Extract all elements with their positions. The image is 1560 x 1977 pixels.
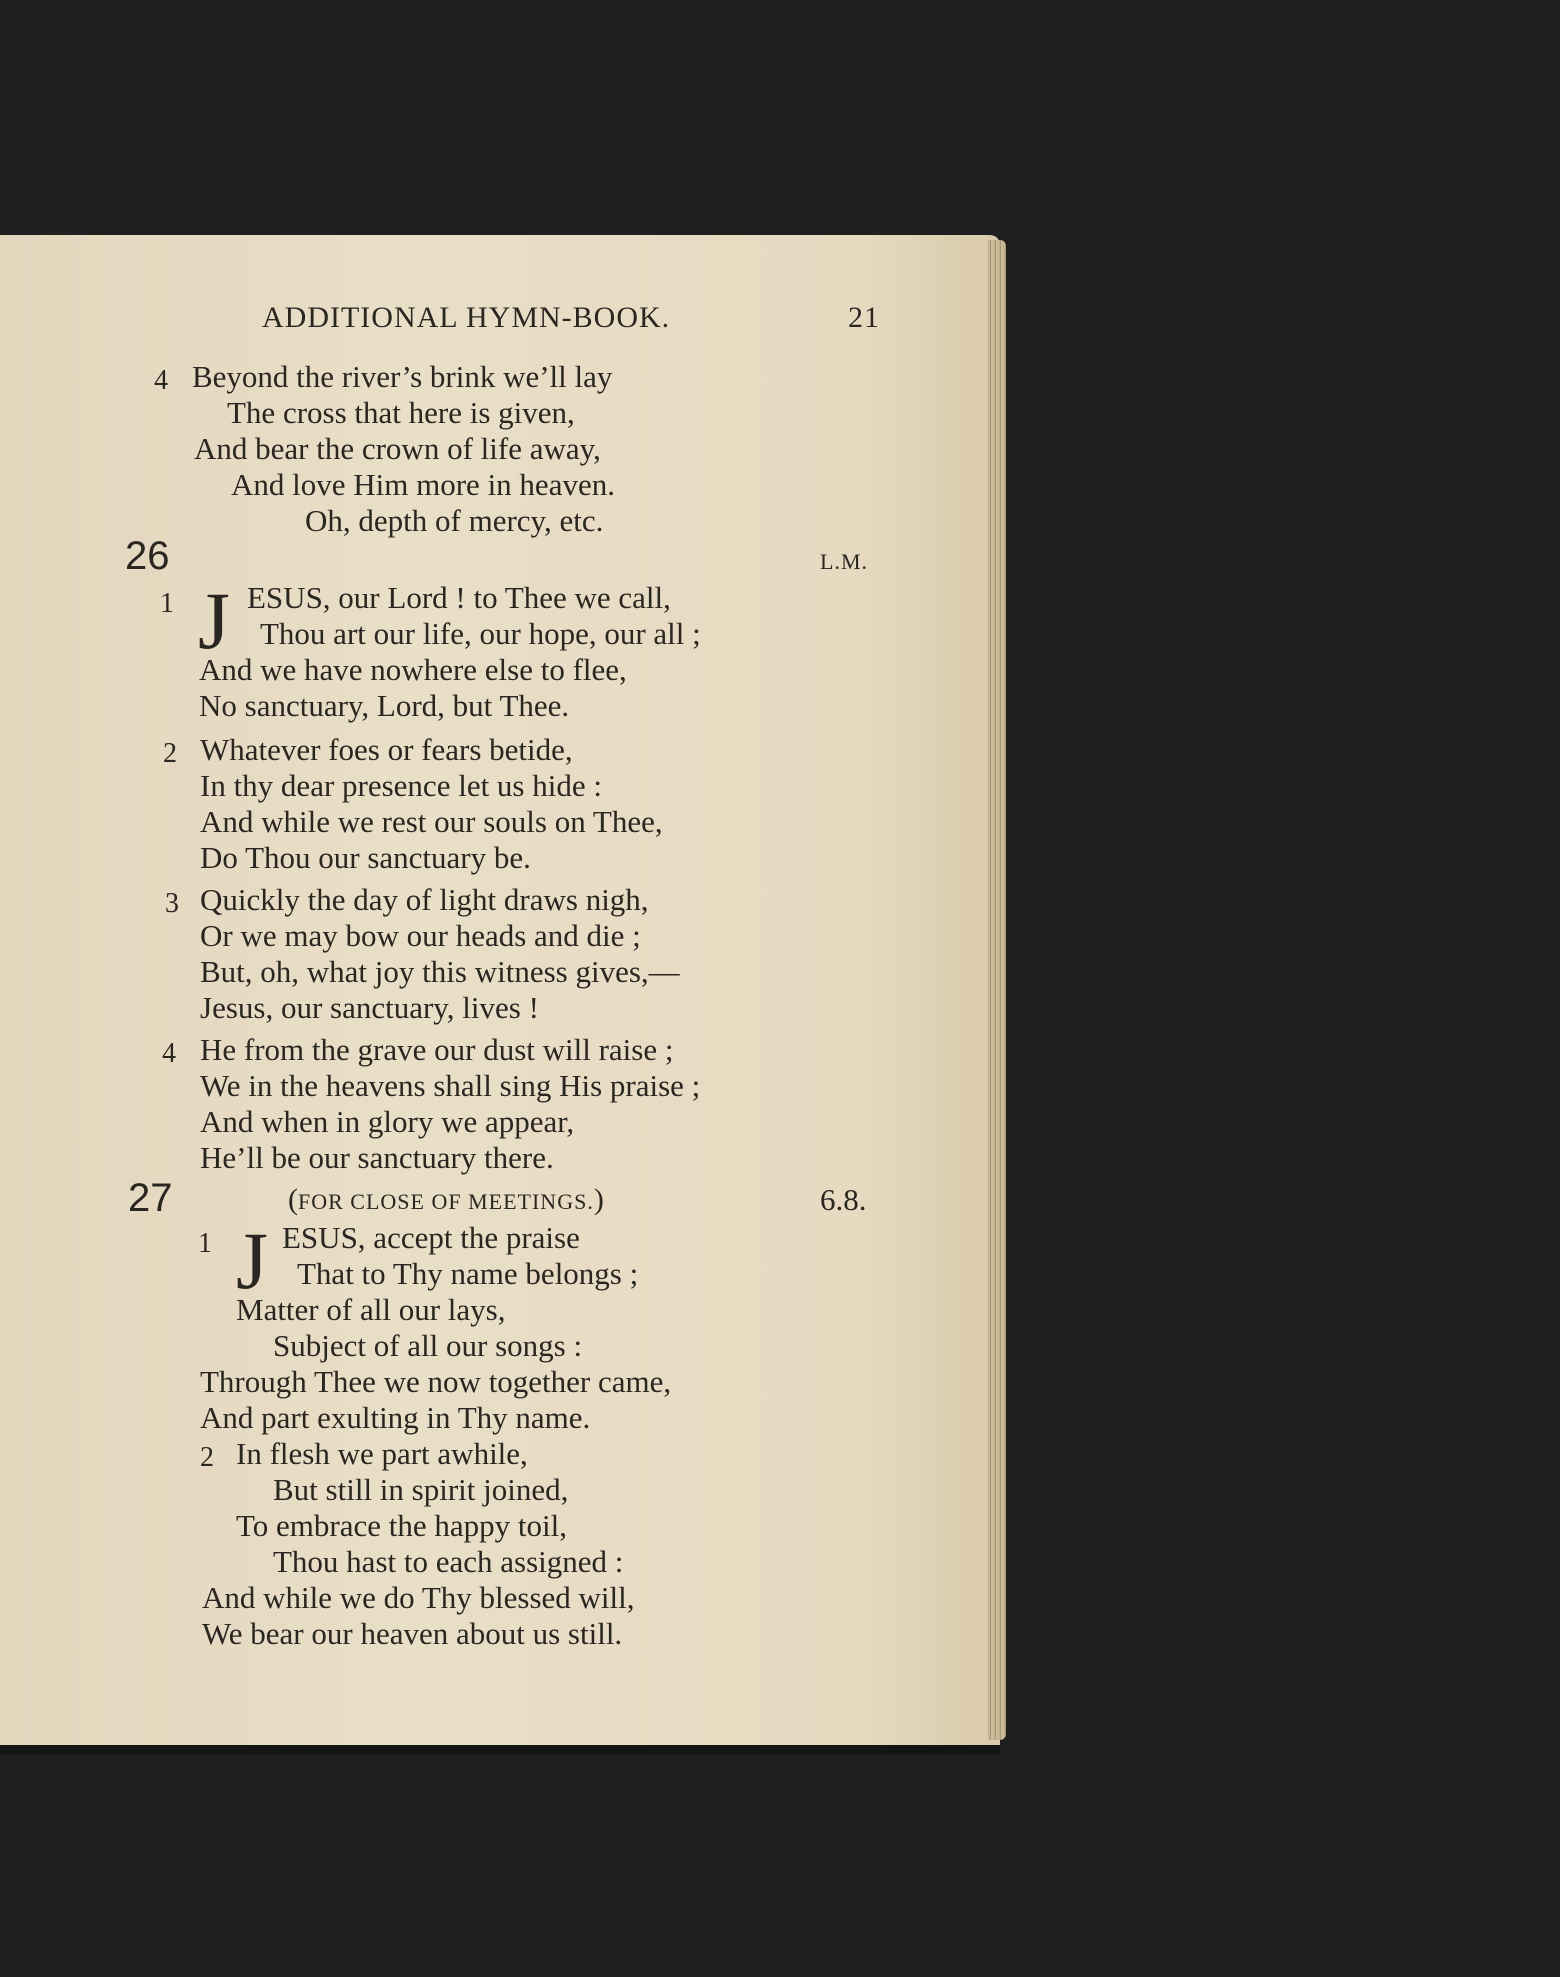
verse-number: 1 xyxy=(160,588,174,619)
verse-line: And when in glory we appear, xyxy=(200,1104,575,1139)
verse-line: In flesh we part awhile, xyxy=(236,1436,528,1471)
verse-number: 2 xyxy=(163,738,177,769)
verse-line: No sanctuary, Lord, but Thee. xyxy=(199,688,570,723)
verse-number: 2 xyxy=(200,1442,214,1473)
verse-line: The cross that here is given, xyxy=(227,395,575,430)
subtitle-small: OR CLOSE OF MEETINGS. xyxy=(311,1189,594,1214)
verse-line: Beyond the river’s brink we’ll lay xyxy=(192,359,613,394)
subtitle-big: F xyxy=(298,1189,312,1214)
running-header: ADDITIONAL HYMN-BOOK. xyxy=(262,301,671,334)
verse-line: And bear the crown of life away, xyxy=(194,431,601,466)
verse-number: 3 xyxy=(165,888,179,919)
verse-line: Thou hast to each assigned : xyxy=(273,1544,624,1579)
hymn-number: 27 xyxy=(128,1176,173,1220)
verse-line: Jesus, our sanctuary, lives ! xyxy=(200,990,539,1025)
verse-line: Matter of all our lays, xyxy=(236,1292,506,1327)
verse-line: We in the heavens shall sing His praise ; xyxy=(200,1068,701,1103)
page-edge xyxy=(988,240,1006,1740)
verse-line: But, oh, what joy this witness gives,— xyxy=(200,954,680,989)
refrain-line: Oh, depth of mercy, etc. xyxy=(305,503,604,538)
verse-line: He’ll be our sanctuary there. xyxy=(200,1140,554,1175)
subtitle-open: ( xyxy=(288,1183,298,1216)
verse-line: And love Him more in heaven. xyxy=(231,467,615,502)
hymn-subtitle xyxy=(288,1182,604,1220)
drop-cap: J xyxy=(236,1215,268,1306)
verse-line: Or we may bow our heads and die ; xyxy=(200,918,641,953)
verse-line: In thy dear presence let us hide : xyxy=(200,768,602,803)
verse-line: He from the grave our dust will raise ; xyxy=(200,1032,674,1067)
verse-line: That to Thy name belongs ; xyxy=(297,1256,639,1291)
verse-line: ESUS, our Lord ! to Thee we call, xyxy=(247,580,671,615)
verse-line: Quickly the day of light draws nigh, xyxy=(200,882,649,917)
hymn-number: 26 xyxy=(125,534,170,578)
verse-number: 4 xyxy=(162,1038,176,1069)
page-shadow xyxy=(0,1745,1000,1755)
verse-line: And part exulting in Thy name. xyxy=(200,1400,591,1435)
verse-line: ESUS, accept the praise xyxy=(282,1220,580,1255)
verse-line: Subject of all our songs : xyxy=(273,1328,583,1363)
verse-line: Whatever foes or fears betide, xyxy=(200,732,573,767)
verse-line: And while we rest our souls on Thee, xyxy=(200,804,663,839)
verse-line: To embrace the happy toil, xyxy=(236,1508,567,1543)
hymn-meter: L.M. xyxy=(820,549,868,574)
verse-line: Do Thou our sanctuary be. xyxy=(200,840,531,875)
subtitle-close: ) xyxy=(593,1183,604,1216)
verse-line: Through Thee we now together came, xyxy=(200,1364,672,1399)
verse-line: Thou art our life, our hope, our all ; xyxy=(260,616,701,651)
verse-line: We bear our heaven about us still. xyxy=(202,1616,623,1651)
verse-line: But still in spirit joined, xyxy=(273,1472,569,1507)
verse-number: 1 xyxy=(198,1228,212,1259)
hymn-meter: 6.8. xyxy=(820,1182,867,1217)
page-number: 21 xyxy=(848,301,880,334)
verse-line: And while we do Thy blessed will, xyxy=(202,1580,635,1615)
verse-line: And we have nowhere else to flee, xyxy=(199,652,627,687)
drop-cap: J xyxy=(198,575,230,666)
verse-number: 4 xyxy=(154,365,168,396)
